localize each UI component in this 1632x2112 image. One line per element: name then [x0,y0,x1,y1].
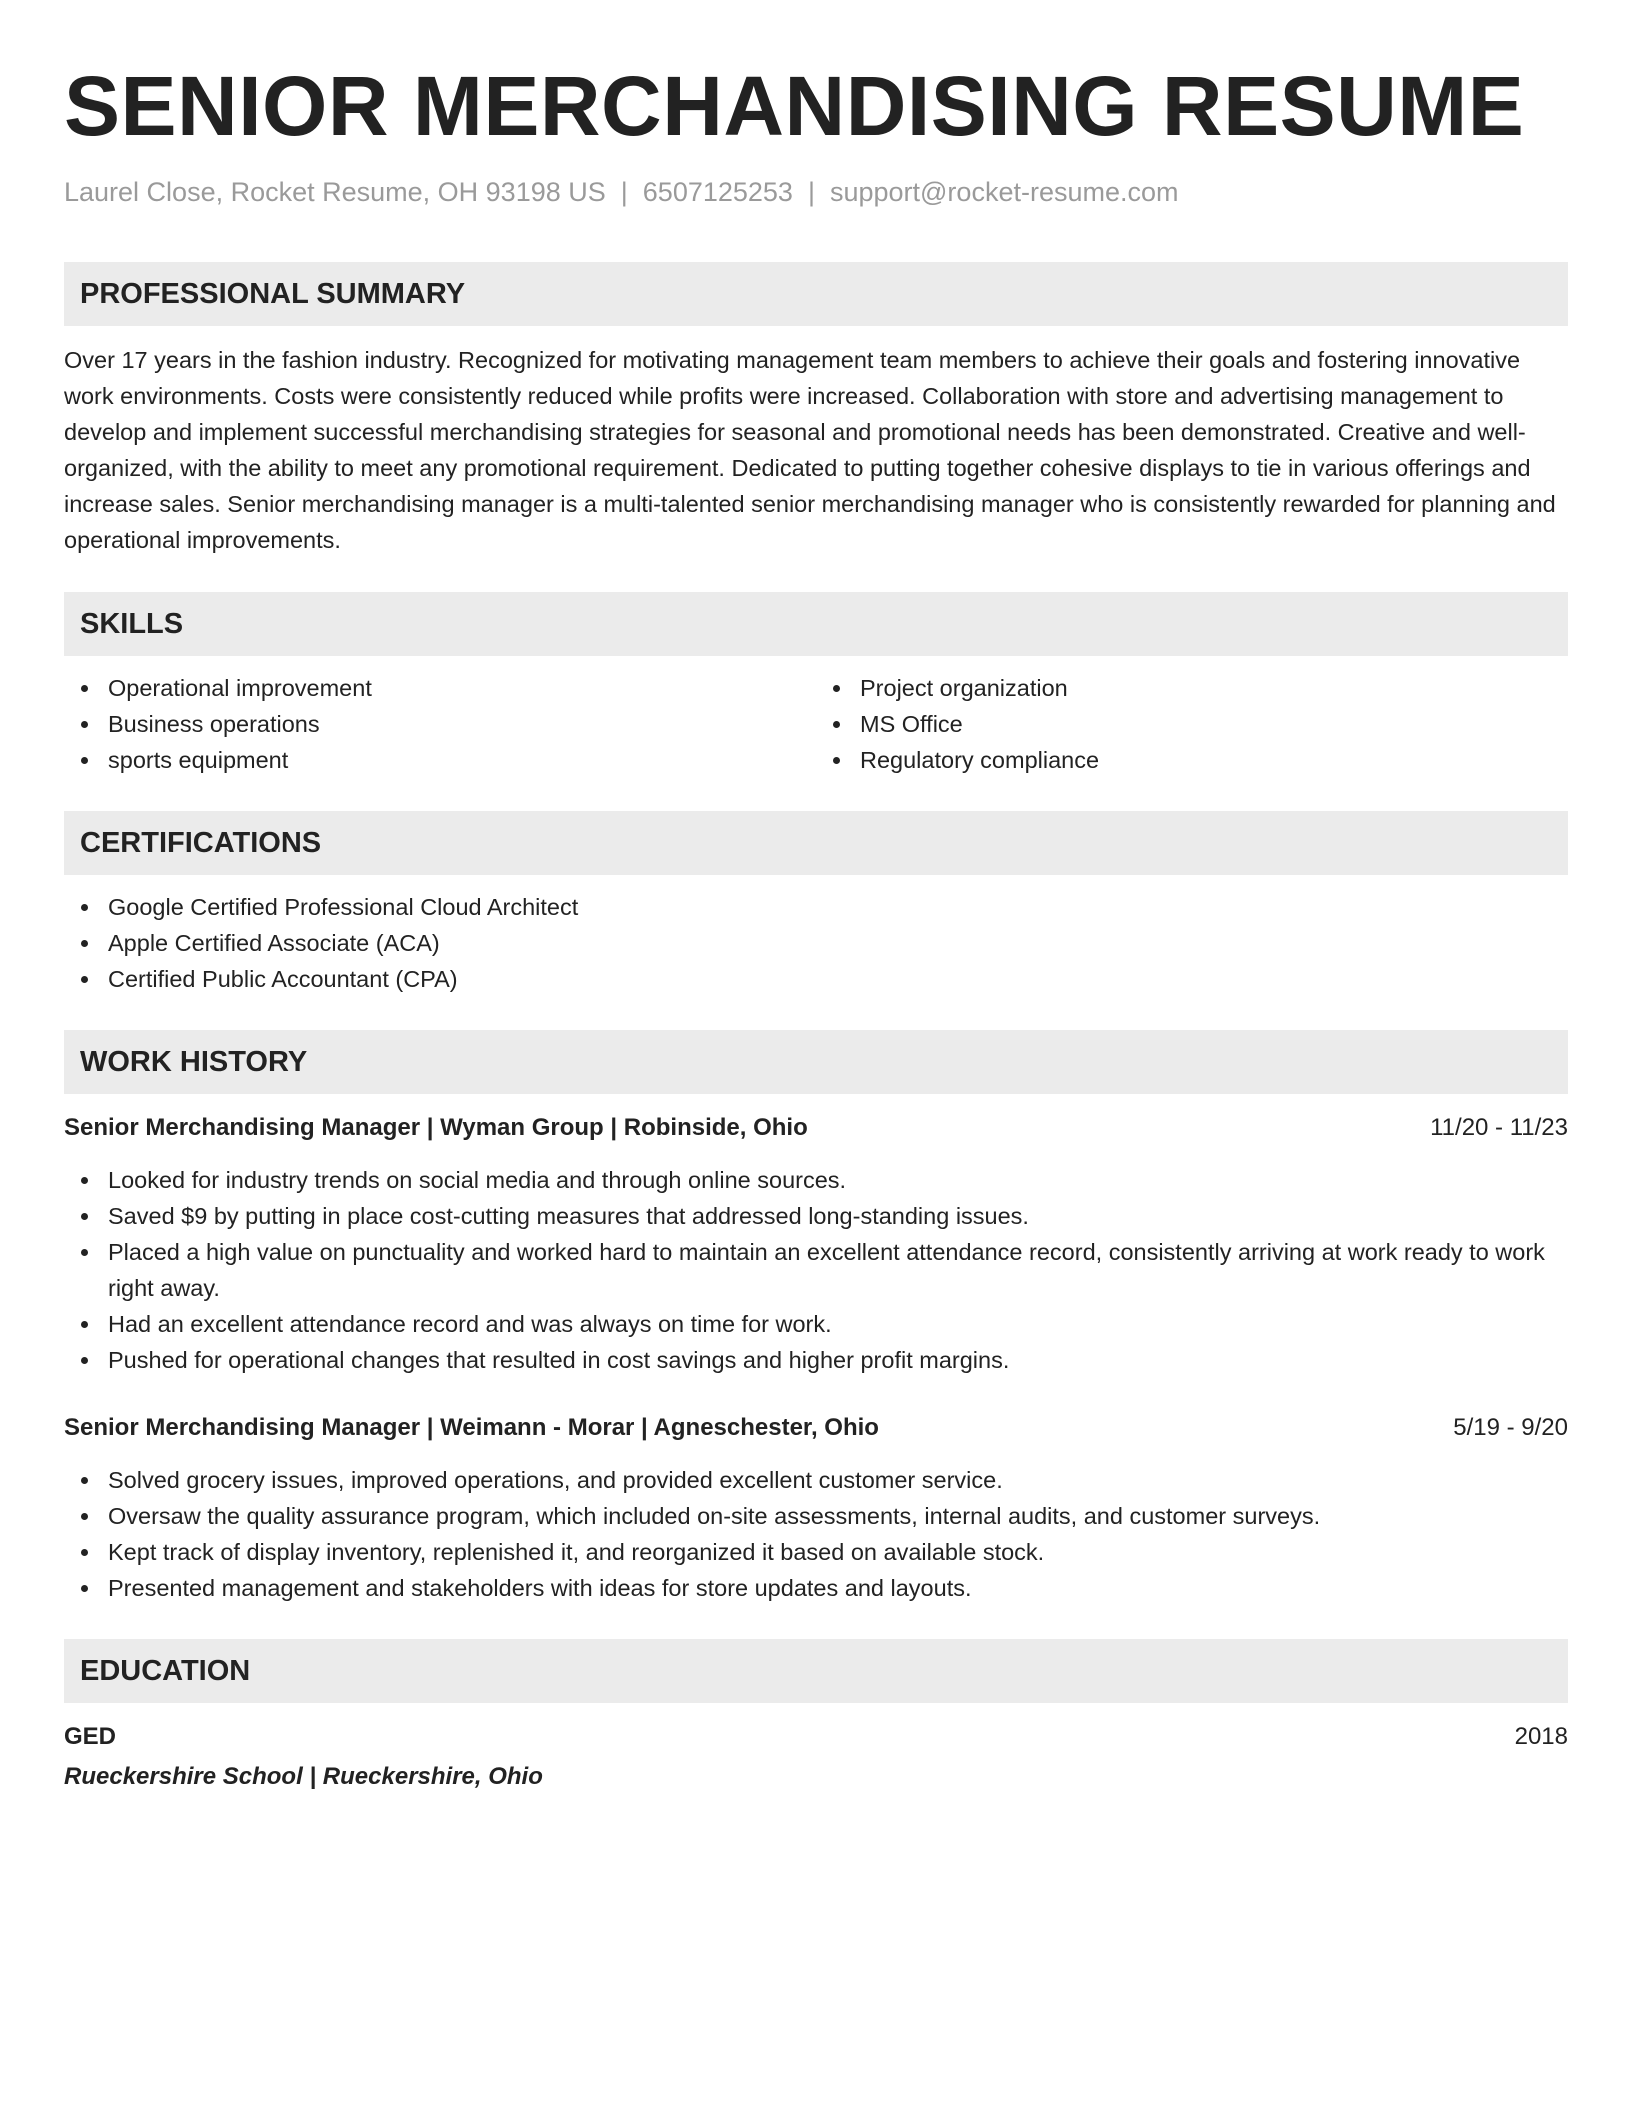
job-bullet: Presented management and stakeholders with ideas for store updates and layouts. [64,1570,1568,1606]
education-year: 2018 [1514,1723,1568,1750]
job-bullet: Placed a high value on punctuality and worked hard to maintain an excellent attendance record, consistently arriving at work ready to work right away. [64,1234,1568,1306]
education-degree: GED [64,1723,117,1750]
contact-line [64,174,1568,210]
job-dates: 5/19 - 9/20 [1453,1414,1568,1441]
skill-item: Regulatory compliance [816,742,1568,778]
contact-address: Laurel Close, Rocket Resume, OH 93198 US [64,177,606,207]
contact-email: support@rocket-resume.com [829,177,1179,207]
job-entry [64,1110,1568,1378]
skills-column-right [816,670,1568,778]
certification-item: Google Certified Professional Cloud Architect [64,889,1568,925]
certification-item: Certified Public Accountant (CPA) [64,961,1568,997]
job-bullet: Saved $9 by putting in place cost-cutting measures that addressed long-standing issues. [64,1198,1568,1234]
job-title: Senior Merchandising Manager | Wyman Group | Robinside, Ohio [64,1114,808,1141]
contact-separator: | [620,177,628,207]
skill-item: Business operations [64,706,816,742]
certification-item: Apple Certified Associate (ACA) [64,925,1568,961]
job-title: Senior Merchandising Manager | Weimann - Morar | Agneschester, Ohio [64,1414,879,1441]
job-bullet: Looked for industry trends on social media and through online sources. [64,1162,1568,1198]
skill-item: sports equipment [64,742,816,778]
section-heading-skills: SKILLS [64,592,1568,656]
skill-item: Project organization [816,670,1568,706]
skill-item: MS Office [816,706,1568,742]
summary-text: Over 17 years in the fashion industry. Recognized for motivating management team members to achieve their goals and fostering innovative work environments. Costs were consistently reduced while profits were increased. Collaboration with store and advertising management to develop and implement successful merchandising strategies for seasonal and promotional needs has been demonstrated. Creative and well-organized, with the ability to meet any promotional requirement. Dedicated to putting together cohesive displays to tie in various offerings and increase sales. Senior merchandising manager is a multi-talented senior merchandising manager who is consistently rewarded for planning and operational improvements. [64,347,1556,553]
job-bullet: Oversaw the quality assurance program, which included on-site assessments, internal audits, and customer surveys. [64,1498,1568,1534]
skills-column-left [64,670,816,778]
skills-grid [64,670,1568,778]
education-school: Rueckershire School | Rueckershire, Ohio [64,1763,543,1790]
job-bullet: Solved grocery issues, improved operations, and provided excellent customer service. [64,1462,1568,1498]
certifications-list [64,889,1568,997]
education-row [64,1719,1568,1755]
job-bullet: Kept track of display inventory, replenished it, and reorganized it based on available stock. [64,1534,1568,1570]
job-bullet-list [64,1162,1568,1378]
job-entry [64,1410,1568,1606]
section-heading-summary: PROFESSIONAL SUMMARY [64,262,1568,326]
job-bullet-list [64,1462,1568,1606]
job-bullet: Pushed for operational changes that resulted in cost savings and higher profit margins. [64,1342,1568,1378]
section-heading-work-history: WORK HISTORY [64,1030,1568,1094]
contact-separator: | [807,177,815,207]
job-dates: 11/20 - 11/23 [1430,1114,1568,1141]
skill-item: Operational improvement [64,670,816,706]
resume-title: SENIOR MERCHANDISING RESUME [64,59,1525,153]
contact-phone: 6507125253 [642,177,793,207]
section-heading-education: EDUCATION [64,1639,1568,1703]
section-heading-certifications: CERTIFICATIONS [64,811,1568,875]
job-bullet: Had an excellent attendance record and was always on time for work. [64,1306,1568,1342]
